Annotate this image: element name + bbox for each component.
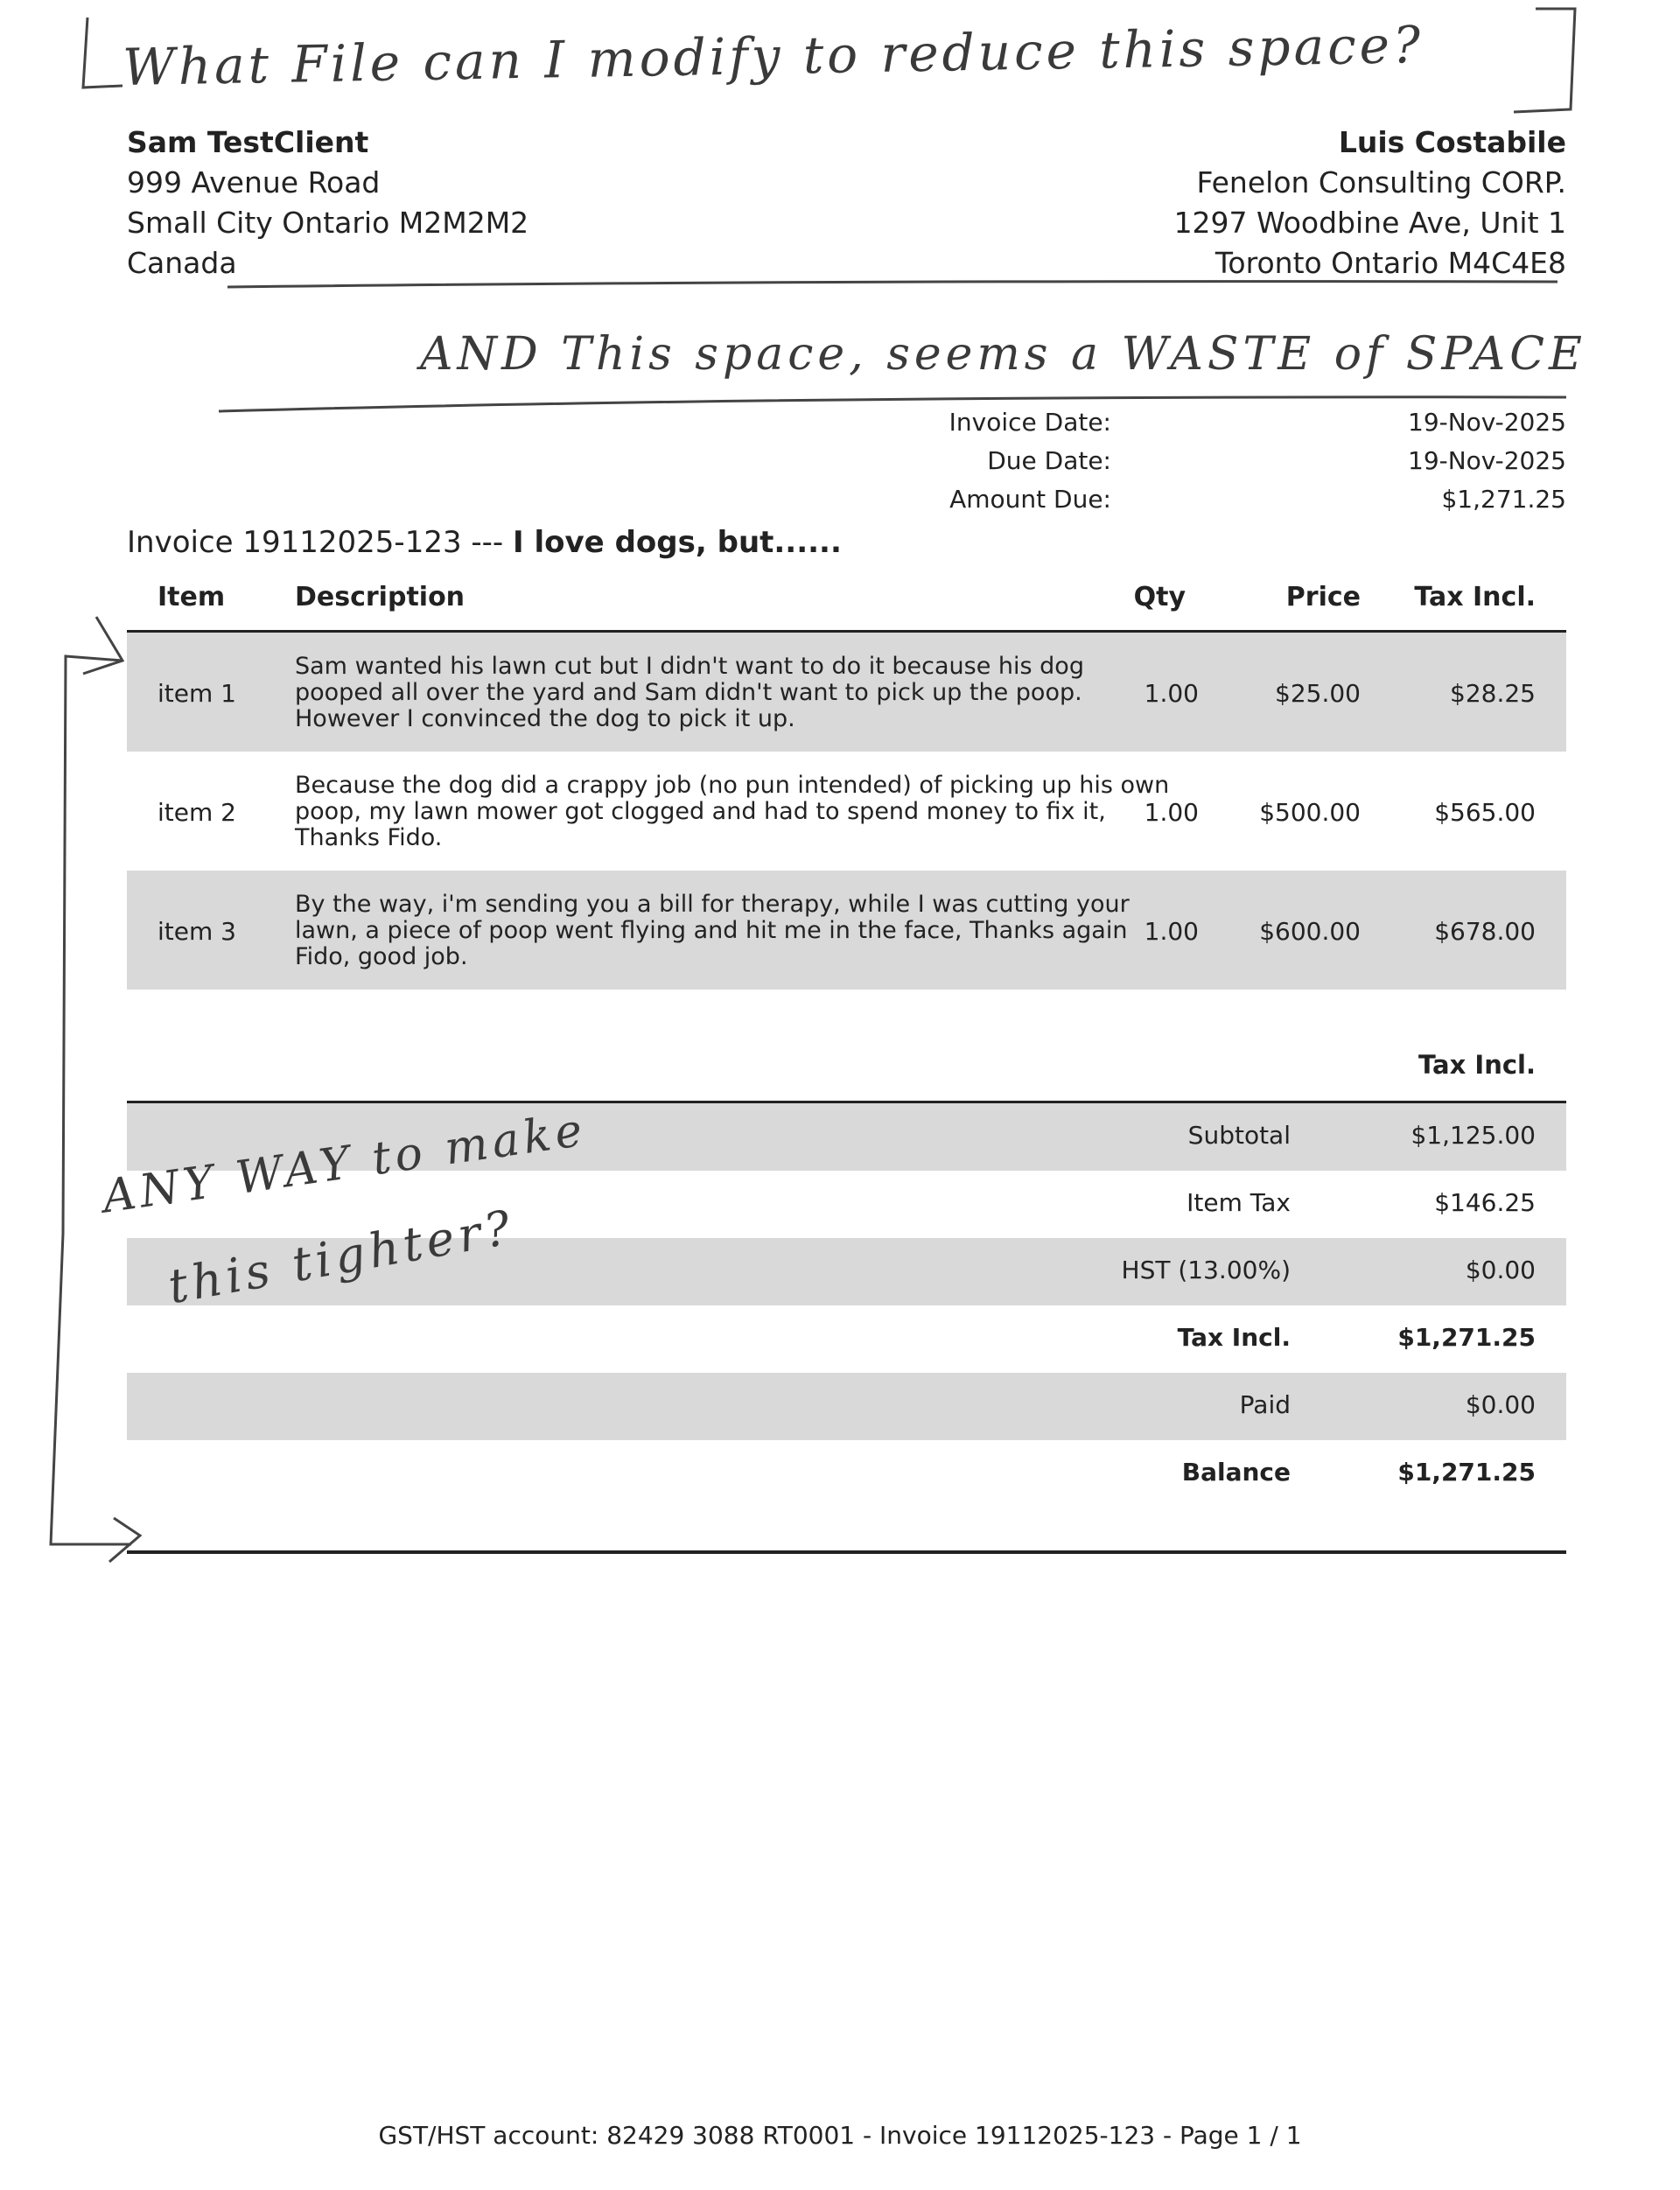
header-qty: Qty — [1133, 582, 1186, 612]
paid-value: $0.00 — [1465, 1390, 1536, 1419]
row-item: item 1 — [158, 679, 236, 708]
amount-due-label: Amount Due: — [949, 485, 1111, 514]
tax-incl-value: $1,271.25 — [1397, 1323, 1536, 1352]
row-tax: $565.00 — [1434, 798, 1536, 827]
row-qty: 1.00 — [1144, 917, 1199, 946]
item-tax-label: Item Tax — [1186, 1188, 1291, 1217]
row-description: Sam wanted his lawn cut but I didn't want to do it because his dog pooped all over the yard and Sam didn't want to pick up the poop. However I convinced the dog to pick it up. — [295, 653, 1084, 732]
amount-due-value: $1,271.25 — [1441, 485, 1566, 514]
client-street: 999 Avenue Road — [127, 165, 381, 199]
header-tax: Tax Incl. — [1414, 582, 1536, 612]
hst-value: $0.00 — [1465, 1256, 1536, 1284]
due-date-row — [875, 446, 1566, 485]
balance-label: Balance — [1181, 1458, 1291, 1487]
header-item: Item — [158, 582, 226, 612]
handwritten-note-middle: AND This space, seems a WASTE of SPACE — [420, 328, 1586, 381]
due-date-label: Due Date: — [987, 446, 1111, 475]
vendor-address — [1174, 122, 1566, 283]
vendor-street: 1297 Woodbine Ave, Unit 1 — [1173, 206, 1566, 240]
paid-label: Paid — [1239, 1390, 1291, 1419]
balance-row — [127, 1440, 1566, 1508]
handwritten-note-left-1: ANY WAY to make — [99, 1103, 590, 1224]
vendor-name: Luis Costabile — [1338, 125, 1566, 159]
invoice-date-row — [875, 408, 1566, 446]
due-date-value: 19-Nov-2025 — [1408, 446, 1566, 475]
row-price: $25.00 — [1275, 679, 1361, 708]
hand-drawn-arrow-bracket — [0, 604, 175, 1584]
invoice-subject: I love dogs, but...... — [513, 525, 842, 560]
vendor-company: Fenelon Consulting CORP. — [1196, 165, 1566, 199]
items-table-header — [127, 577, 1566, 630]
tax-incl-label: Tax Incl. — [1177, 1323, 1291, 1352]
invoice-number: Invoice 19112025-123 --- — [127, 525, 514, 560]
subtotal-value: $1,125.00 — [1410, 1121, 1536, 1150]
item-tax-value: $146.25 — [1434, 1188, 1536, 1217]
handwritten-note-left-2: this tighter? — [164, 1199, 519, 1315]
invoice-date-value: 19-Nov-2025 — [1408, 408, 1566, 437]
vendor-city: Toronto Ontario M4C4E8 — [1214, 246, 1566, 280]
row-price: $600.00 — [1259, 917, 1361, 946]
client-name: Sam TestClient — [127, 125, 369, 159]
hand-drawn-underline-1 — [0, 262, 1680, 297]
header-description: Description — [295, 582, 466, 612]
tax-incl-row — [127, 1305, 1566, 1373]
row-tax: $28.25 — [1450, 679, 1536, 708]
totals-bottom-divider — [127, 1550, 1566, 1554]
totals-header: Tax Incl. — [1418, 1050, 1536, 1080]
row-description: By the way, i'm sending you a bill for therapy, while I was cutting your lawn, a piece of poop went flying and hit me in the face, Thanks again Fido, good job. — [295, 891, 1130, 970]
balance-value: $1,271.25 — [1397, 1458, 1536, 1487]
row-price: $500.00 — [1259, 798, 1361, 827]
subtotal-label: Subtotal — [1187, 1121, 1291, 1150]
paid-row — [127, 1373, 1566, 1440]
handwritten-note-top: What File can I modify to reduce this space? — [122, 15, 1424, 97]
row-qty: 1.00 — [1144, 679, 1199, 708]
table-row — [127, 752, 1566, 871]
invoice-date-label: Invoice Date: — [948, 408, 1111, 437]
row-tax: $678.00 — [1434, 917, 1536, 946]
table-row — [127, 871, 1566, 990]
footer-text: GST/HST account: 82429 3088 RT0001 - Invoice 19112025-123 - Page 1 / 1 — [378, 2121, 1302, 2150]
row-qty: 1.00 — [1144, 798, 1199, 827]
row-item: item 2 — [158, 798, 236, 827]
header-price: Price — [1285, 582, 1361, 612]
hst-label: HST (13.00%) — [1121, 1256, 1291, 1284]
table-row — [127, 633, 1566, 752]
invoice-title — [127, 525, 842, 560]
amount-due-row — [875, 485, 1566, 523]
row-description: Because the dog did a crappy job (no pun intended) of picking up his own poop, my lawn mower got clogged and had to spend money to fix it, Thanks Fido. — [295, 772, 1170, 851]
client-address — [127, 122, 528, 283]
client-country: Canada — [127, 246, 237, 280]
client-city: Small City Ontario M2M2M2 — [127, 206, 529, 240]
row-item: item 3 — [158, 917, 236, 946]
